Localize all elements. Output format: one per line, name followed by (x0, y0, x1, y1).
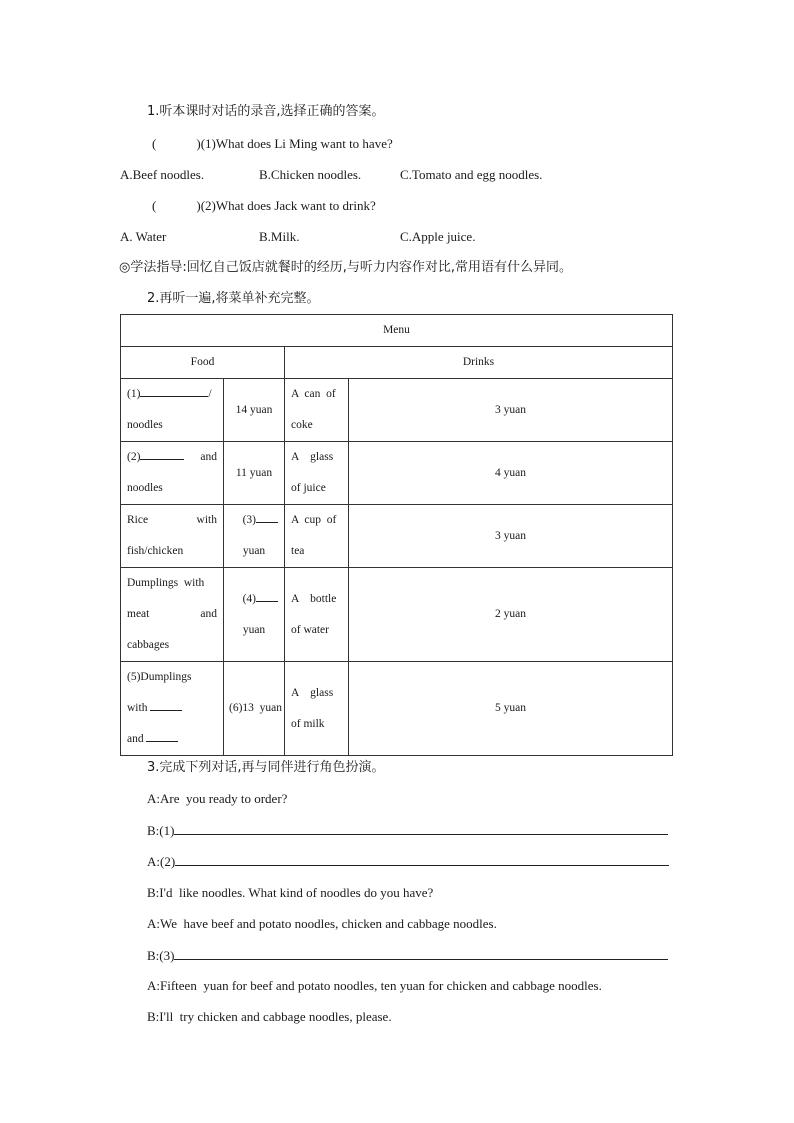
drink-cell: A bottle of water (285, 568, 349, 662)
drink-cell: A glass of milk (285, 662, 349, 756)
section1-title: 1.听本课时对话的录音,选择正确的答案。 (147, 104, 385, 119)
fill-blank[interactable] (150, 699, 182, 711)
food-cell: Rice with fish/chicken (121, 505, 224, 568)
answer-bracket-close: ) (196, 198, 201, 213)
dialogue-line: A:Fifteen yuan for beef and potato noodles, ten yuan for chicken and cabbage noodles. (147, 978, 602, 993)
dialogue-line: B:I'll try chicken and cabbage noodles, please. (147, 1009, 392, 1024)
study-guide: ◎学法指导:回忆自己饭店就餐时的经历,与听力内容作对比,常用语有什么异同。 (119, 260, 572, 275)
food-price-cell: 14 yuan (224, 379, 285, 442)
drink-price-cell: 3 yuan (349, 505, 673, 568)
fill-blank[interactable] (140, 385, 208, 397)
q1-option-a: A.Beef noodles. (120, 167, 205, 182)
table-row (121, 442, 673, 505)
drink-price-cell: 5 yuan (349, 662, 673, 756)
answer-bracket-open: ( (152, 198, 157, 213)
food-cell: (2) and noodles (121, 442, 224, 505)
fill-blank[interactable] (140, 448, 184, 460)
q1-option-c: C.Tomato and egg noodles. (400, 167, 543, 182)
table-row (121, 379, 673, 442)
drinks-header: Drinks (285, 347, 673, 379)
food-cell: Dumplings with meat and cabbages (121, 568, 224, 662)
food-cell: (5)Dumplings with and (121, 662, 224, 756)
q1-option-b: B.Chicken noodles. (259, 167, 362, 182)
drink-cell: A cup of tea (285, 505, 349, 568)
q2-option-a: A. Water (120, 229, 167, 244)
dialogue-line-blank: A:(2) (147, 853, 669, 870)
answer-line-3[interactable] (174, 947, 668, 960)
fill-blank[interactable] (146, 730, 178, 742)
drink-cell: A can of coke (285, 379, 349, 442)
food-price-cell: (3) yuan (224, 505, 285, 568)
answer-bracket-close: ) (196, 136, 201, 151)
q2-option-c: C.Apple juice. (400, 229, 476, 244)
answer-line-1[interactable] (174, 822, 668, 835)
food-price-cell: (6)13 yuan (224, 662, 285, 756)
q2-option-b: B.Milk. (259, 229, 300, 244)
drink-price-cell: 2 yuan (349, 568, 673, 662)
question-2 (152, 198, 376, 214)
fill-blank[interactable] (256, 511, 278, 523)
drink-price-cell: 4 yuan (349, 442, 673, 505)
fill-blank[interactable] (256, 590, 278, 602)
dialogue-line: B:I'd like noodles. What kind of noodles do you have? (147, 885, 434, 900)
table-row (121, 568, 673, 662)
drink-price-cell: 3 yuan (349, 379, 673, 442)
food-price-cell: 11 yuan (224, 442, 285, 505)
question-1-text: (1)What does Li Ming want to have? (200, 136, 393, 151)
question-1 (152, 136, 393, 152)
section3-title: 3.完成下列对话,再与同伴进行角色扮演。 (147, 760, 385, 775)
dialogue-line: A:We have beef and potato noodles, chicken and cabbage noodles. (147, 916, 497, 931)
food-cell: (1) / noodles (121, 379, 224, 442)
food-header: Food (121, 347, 285, 379)
dialogue-line-blank: B:(3) (147, 947, 668, 964)
section2-title: 2.再听一遍,将菜单补充完整。 (147, 291, 320, 306)
answer-bracket-open: ( (152, 136, 157, 151)
menu-caption: Menu (121, 315, 673, 347)
answer-line-2[interactable] (175, 853, 669, 866)
dialogue-line-blank: B:(1) (147, 822, 668, 839)
food-price-cell: (4) yuan (224, 568, 285, 662)
dialogue-line: A:Are you ready to order? (147, 791, 288, 806)
table-row (121, 662, 673, 756)
table-row (121, 505, 673, 568)
drink-cell: A glass of juice (285, 442, 349, 505)
question-2-text: (2)What does Jack want to drink? (200, 198, 376, 213)
menu-table (120, 314, 673, 756)
